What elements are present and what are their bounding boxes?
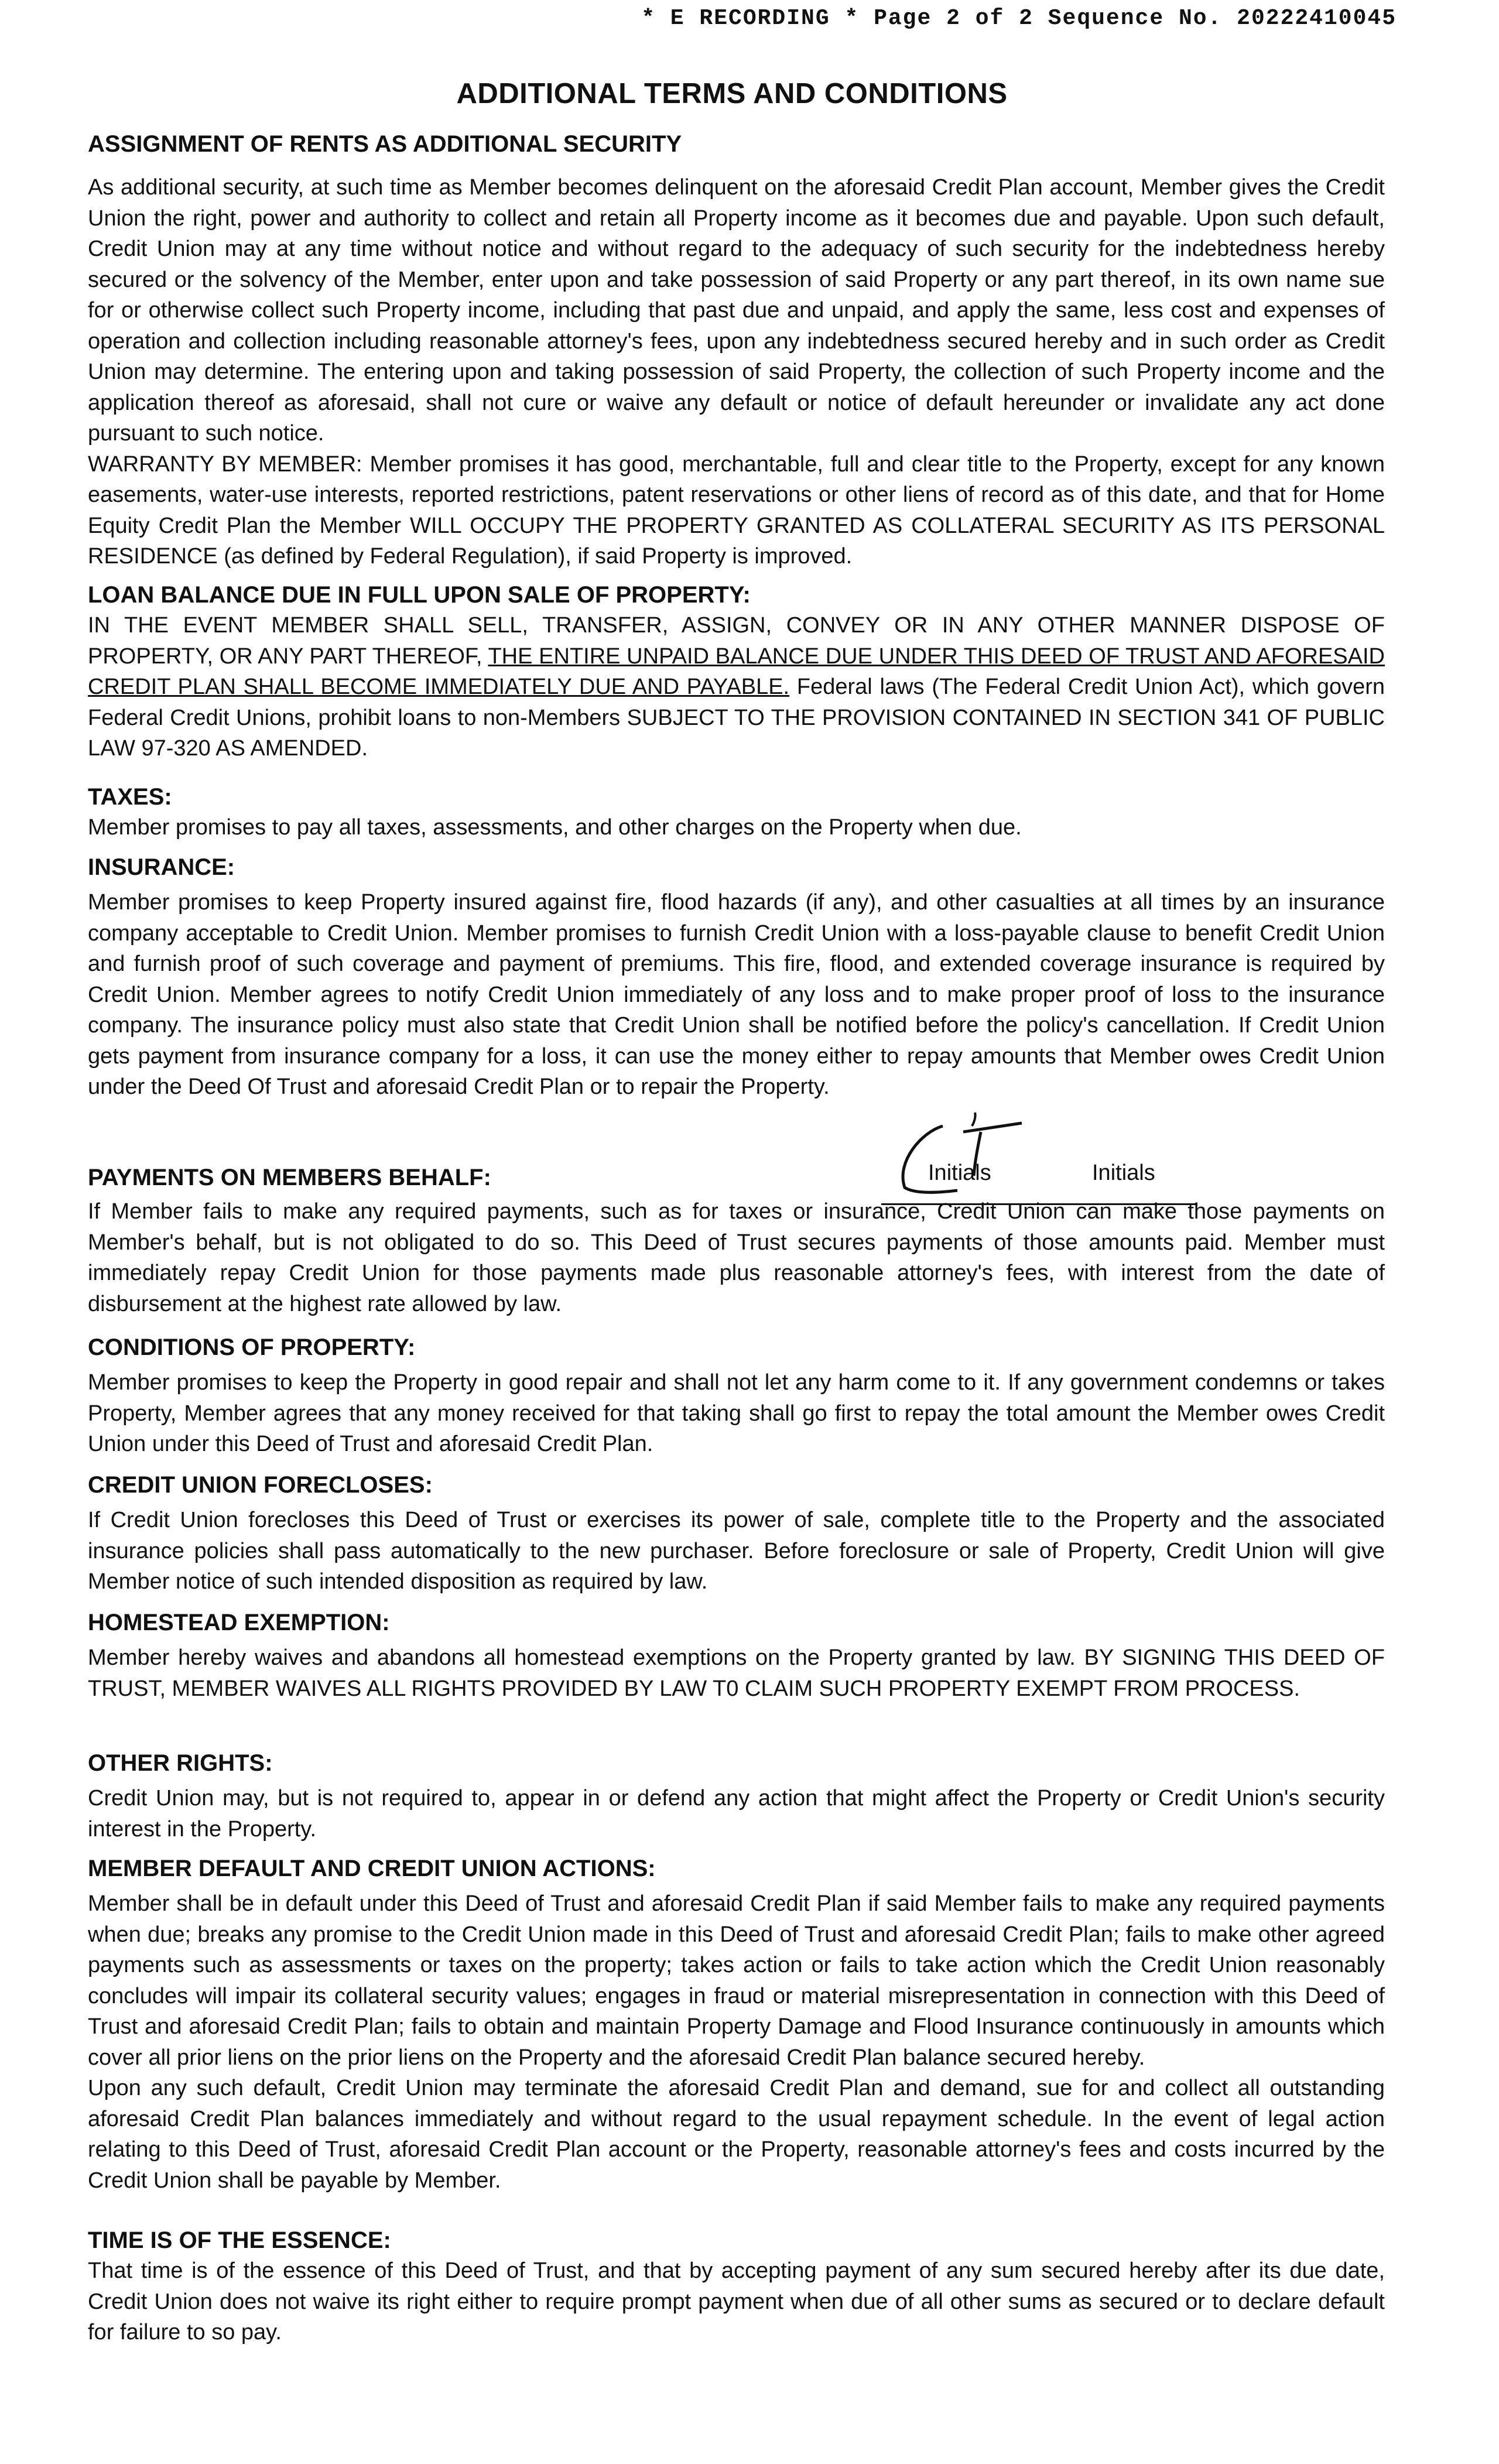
heading-other-rights: OTHER RIGHTS: [88, 1750, 273, 1776]
initials-label-1: Initials [928, 1161, 991, 1185]
heading-time-is-of-essence: TIME IS OF THE ESSENCE: [88, 2227, 391, 2253]
underlined-due-clause: THE ENTIRE UNPAID BALANCE DUE UNDER THIS DEED OF TRUST AND AFORESAID CREDIT PLAN SHALL BECOME IMMEDIATELY DUE AND PAYABLE. [88, 644, 1385, 699]
section-conditions-of-property [88, 1332, 1385, 1460]
heading-credit-union-forecloses: CREDIT UNION FORECLOSES: [88, 1472, 433, 1498]
section-time-is-of-essence [88, 2225, 1385, 2348]
paragraph-other-rights: Credit Union may, but is not required to, appear in or defend any action that might affect the Property or Credit Union's security interest in the Property. [88, 1786, 1385, 1842]
section-taxes [88, 782, 1385, 843]
heading-homestead-exemption: HOMESTEAD EXEMPTION: [88, 1610, 390, 1635]
heading-payments-on-behalf: PAYMENTS ON MEMBERS BEHALF: [88, 1165, 491, 1190]
paragraph-credit-union-forecloses: If Credit Union forecloses this Deed of Trust or exercises its power of sale, complete title to the Property and the associated insurance policies shall pass automatically to the new purchaser. Before foreclosure or sale of Property, Credit Union will give Member notice of such intended disposition as required by law. [88, 1508, 1385, 1594]
paragraph-member-default: Member shall be in default under this Deed of Trust and aforesaid Credit Plan if said Member fails to make any required payments when due; breaks any promise to the Credit Union made in this Deed of Trust and aforesaid Credit Plan; fails to make other agreed payments such as assessments or taxes on the property; takes action or fails to take action which the Credit Union reasonably concludes will impair its collateral security values; engages in fraud or material misrepresentation in connection with this Deed of Trust and aforesaid Credit Plan; fails to obtain and maintain Property Damage and Flood Insurance continuously in amounts which cover all prior liens on the prior liens on the Property and the aforesaid Credit Plan balance secured hereby. [88, 1891, 1385, 2070]
recording-header: * E RECORDING * Page 2 of 2 Sequence No. 20222410045 [641, 6, 1397, 31]
paragraph-insurance: Member promises to keep Property insured against fire, flood hazards (if any), and other casualties at all times by an insurance company acceptable to Credit Union. Member promises to furnish Credit Union with a loss-payable clause to benefit Credit Union and furnish proof of such coverage and payment of premiums. This fire, flood, and extended coverage insurance is required by Credit Union. Member agrees to notify Credit Union immediately of any loss and to make proper proof of loss to the insurance company. The insurance policy must also state that Credit Union shall be notified before the policy's cancellation. If Credit Union gets payment from insurance company for a loss, it can use the money either to repay amounts that Member owes Credit Union under the Deed Of Trust and aforesaid Credit Plan or to repair the Property. [88, 890, 1385, 1099]
page-title: ADDITIONAL TERMS AND CONDITIONS [456, 78, 1008, 109]
heading-taxes: TAXES: [88, 784, 172, 810]
section-payments-on-behalf [88, 1162, 1385, 1319]
initials-label-2: Initials [1092, 1161, 1155, 1185]
section-member-default [88, 1853, 1385, 2196]
paragraph-time-is-of-essence: That time is of the essence of this Deed of Trust, and that by accepting payment of any sum secured hereby after its due date, Credit Union does not waive its right either to require prompt payment when due of all other sums as secured or to declare default for failure to so pay. [88, 2258, 1385, 2345]
section-other-rights [88, 1748, 1385, 1844]
heading-assignment-of-rents: ASSIGNMENT OF RENTS AS ADDITIONAL SECURITY [88, 131, 682, 157]
section-assignment-of-rents [88, 129, 1385, 572]
heading-loan-balance: LOAN BALANCE DUE IN FULL UPON SALE OF PROPERTY: [88, 582, 751, 608]
paragraph-payments-on-behalf: If Member fails to make any required payments, such as for taxes or insurance, Credit Union can make those payments on Member's behalf, but is not obligated to do so. This Deed of Trust secures payments of those amounts paid. Member must immediately repay Credit Union for those payments made plus reasonable attorney's fees, with interest from the date of disbursement at the highest rate allowed by law. [88, 1199, 1385, 1316]
heading-conditions-of-property: CONDITIONS OF PROPERTY: [88, 1334, 416, 1360]
paragraph-default-remedies: Upon any such default, Credit Union may terminate the aforesaid Credit Plan and demand, sue for and collect all outstanding aforesaid Credit Plan balances immediately and without regard to the usual repayment schedule. In the event of legal action relating to this Deed of Trust, aforesaid Credit Plan account or the Property, reasonable attorney's fees and costs incurred by the Credit Union shall be payable by Member. [88, 2076, 1385, 2193]
paragraph-conditions-of-property: Member promises to keep the Property in good repair and shall not let any harm come to it. If any government condemns or takes Property, Member agrees that any money received for that taking shall go first to repay the total amount the Member owes Credit Union under this Deed of Trust and aforesaid Credit Plan. [88, 1370, 1385, 1456]
section-loan-balance [88, 580, 1385, 764]
section-homestead-exemption [88, 1607, 1385, 1704]
paragraph-warranty-by-member: WARRANTY BY MEMBER: Member promises it has good, merchantable, full and clear title to the Property, except for any known easements, water-use interests, reported restrictions, patent reservations or other liens of record as of this date, and that for Home Equity Credit Plan the Member WILL OCCUPY THE PROPERTY GRANTED AS COLLATERAL SECURITY AS ITS PERSONAL RESIDENCE (as defined by Federal Regulation), if said Property is improved. [88, 451, 1385, 569]
heading-insurance: INSURANCE: [88, 854, 235, 880]
heading-member-default: MEMBER DEFAULT AND CREDIT UNION ACTIONS: [88, 1856, 656, 1881]
section-credit-union-forecloses [88, 1470, 1385, 1597]
section-insurance [88, 852, 1385, 1103]
paragraph-assignment-of-rents: As additional security, at such time as Member becomes delinquent on the aforesaid Credit Plan account, Member gives the Credit Union the right, power and authority to collect and retain all Property income as it becomes due and payable. Upon such default, Credit Union may at any time without notice and without regard to the adequacy of such security for the indebtedness hereby secured or the solvency of the Member, enter upon and take possession of said Property or any part thereof, in its own name sue for or otherwise collect such Property income, including that past due and unpaid, and apply the same, less cost and expenses of operation and collection including reasonable attorney's fees, upon any indebtedness secured hereby and in such order as Credit Union may determine. The entering upon and taking possession of said Property, the collection of such Property income and the application thereof as aforesaid, shall not cure or waive any default or notice of default hereunder or invalidate any act done pursuant to such notice. [88, 175, 1385, 446]
paragraph-loan-balance: IN THE EVENT MEMBER SHALL SELL, TRANSFER, ASSIGN, CONVEY OR IN ANY OTHER MANNER DISPOSE OF PROPERTY, OR ANY PART THEREOF, THE ENTIRE UNPAID BALANCE DUE UNDER THIS DEED OF TRUST AND AFORESAID CREDIT PLAN SHALL BECOME IMMEDIATELY DUE AND PAYABLE. Federal laws (The Federal Credit Union Act), which govern Federal Credit Unions, prohibit loans to non-Members SUBJECT TO THE PROVISION CONTAINED IN SECTION 341 OF PUBLIC LAW 97-320 AS AMENDED. [88, 613, 1385, 761]
paragraph-homestead-exemption: Member hereby waives and abandons all homestead exemptions on the Property granted by law. BY SIGNING THIS DEED OF TRUST, MEMBER WAIVES ALL RIGHTS PROVIDED BY LAW T0 CLAIM SUCH PROPERTY EXEMPT FROM PROCESS. [88, 1645, 1385, 1701]
paragraph-taxes: Member promises to pay all taxes, assessments, and other charges on the Property when due. [88, 815, 1022, 840]
